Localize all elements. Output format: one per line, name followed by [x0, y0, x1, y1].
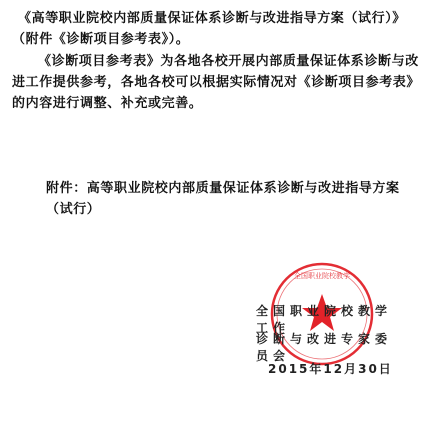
- issue-date: 2015年12月30日: [268, 362, 393, 376]
- signature-block: [236, 256, 414, 426]
- issuing-org-line-2: 诊断与改进专家委员会: [256, 332, 393, 363]
- body-paragraph-2: 《诊断项目参考表》为各地各校开展内部质量保证体系诊断与改进工作提供参考，各地各校可以根据实际情况对《诊断项目参考表》的内容进行调整、补充或完善。: [12, 54, 421, 111]
- svg-text:全国职业院校教学: 全国职业院校教学: [294, 272, 350, 280]
- body-paragraph-1: 《高等职业院校内部质量保证体系诊断与改进指导方案（试行）》（附件《诊断项目参考表》）。: [12, 11, 406, 47]
- attachment-line: 附件：高等职业院校内部质量保证体系诊断与改进指导方案（试行）: [46, 181, 400, 217]
- issuing-org-line-1: 全国职业院校教学工作: [256, 304, 393, 335]
